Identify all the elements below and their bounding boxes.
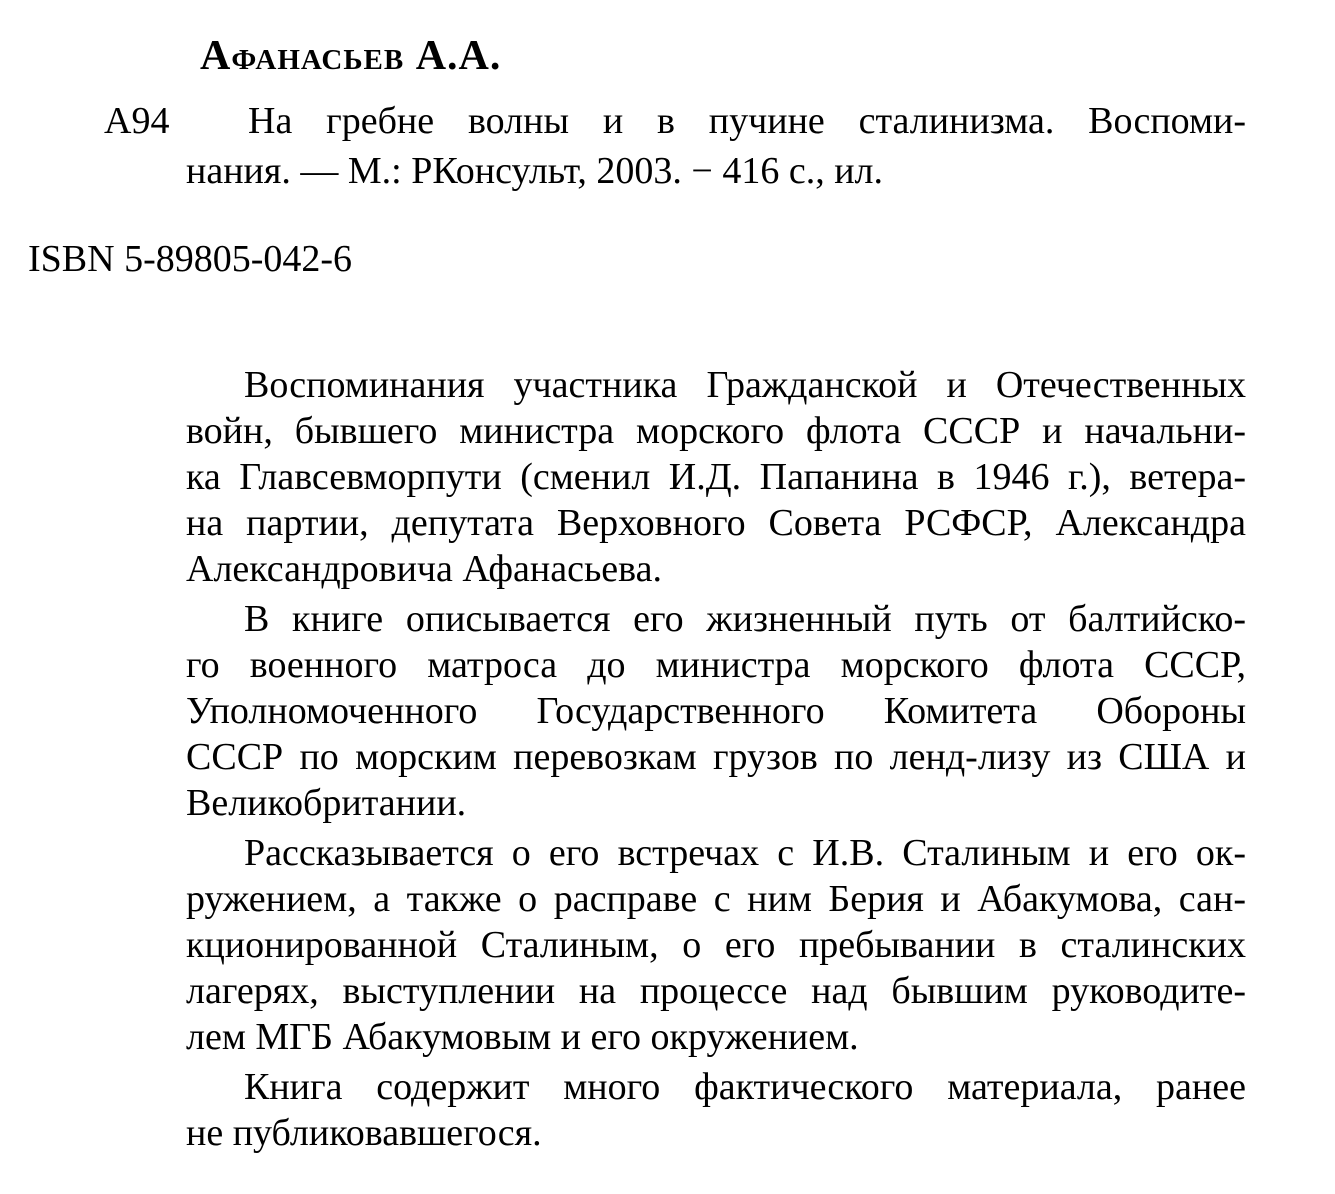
annotation-line: Александровича Афанасьева. bbox=[186, 548, 662, 590]
annotation-line: лем МГБ Абакумовым и его окружением. bbox=[186, 1016, 859, 1058]
annotation-line: Уполномоченного Государственного Комитета Обороны bbox=[186, 690, 1246, 732]
annotation-line: Книга содержит много фактического материала, ранее bbox=[244, 1066, 1246, 1108]
annotation-line: Воспоминания участника Гражданской и Отечественных bbox=[244, 364, 1246, 406]
annotation-paragraph bbox=[186, 1064, 1246, 1156]
annotation-line: не публиковавшегося. bbox=[186, 1112, 542, 1154]
bibliographic-description bbox=[186, 96, 1246, 196]
annotation-line: кционированной Сталиным, о его пребывании в сталинских bbox=[186, 924, 1246, 966]
isbn-number: ISBN 5-89805-042-6 bbox=[28, 238, 353, 280]
annotation-line: Великобритании. bbox=[186, 782, 467, 824]
annotation-line: войн, бывшего министра морского флота СССР и начальни- bbox=[186, 410, 1246, 452]
author-index-code: А94 bbox=[104, 100, 170, 142]
annotation-line: ка Главсевморпути (сменил И.Д. Папанина в 1946 г.), ветера- bbox=[186, 456, 1246, 498]
author-name: Афанасьев А.А. bbox=[200, 33, 502, 79]
annotation-line: на партии, депутата Верховного Совета РСФСР, Александра bbox=[186, 502, 1246, 544]
annotation-line: го военного матроса до министра морского флота СССР, bbox=[186, 644, 1246, 686]
annotation-line: СССР по морским перевозкам грузов по ленд-лизу из США и bbox=[186, 736, 1246, 778]
annotation-line: Рассказывается о его встречах с И.В. Сталиным и его ок- bbox=[244, 832, 1246, 874]
annotation-paragraph bbox=[186, 596, 1246, 826]
annotation-line: ружением, а также о расправе с ним Берия и Абакумова, сан- bbox=[186, 878, 1246, 920]
annotation-paragraph bbox=[186, 830, 1246, 1060]
annotation-line: В книге описывается его жизненный путь от балтийско- bbox=[244, 598, 1246, 640]
annotation-paragraph bbox=[186, 362, 1246, 592]
annotation-line: лагерях, выступлении на процессе над бывшим руководите- bbox=[186, 970, 1246, 1012]
annotation bbox=[186, 362, 1246, 1160]
bibliographic-line: нания. — М.: РКонсульт, 2003. − 416 с., ил. bbox=[186, 150, 884, 192]
bibliographic-line: На гребне волны и в пучине сталинизма. Воспоми- bbox=[248, 100, 1246, 142]
